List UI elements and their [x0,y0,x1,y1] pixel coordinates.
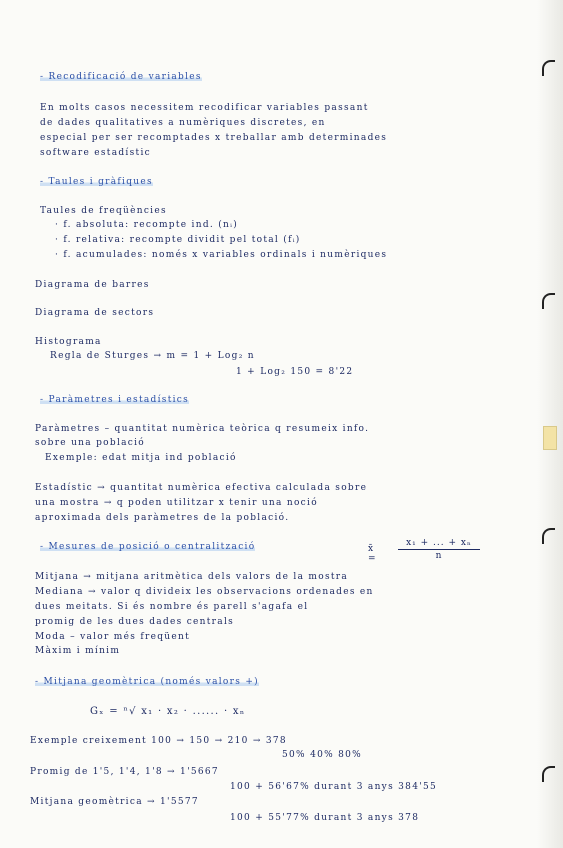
text-line: dues meitats. Si és nombre és parell s'agafa el [35,602,309,612]
text-line: 100 + 56'67% durant 3 anys 384'55 [230,782,438,792]
heading-parametres: - Paràmetres i estadístics [40,395,190,405]
binder-ring [542,293,555,309]
binder-ring [542,528,555,544]
text-line: · f. relativa: recompte dividit pel total (fᵢ) [55,235,301,245]
geometric-formula: Gₓ = ⁿ√ x₁ · x₂ · ...... · xₙ [90,706,246,717]
heading-recodificacio: - Recodificació de variables [40,72,202,82]
notebook-page: - Recodificació de variables En molts casos necessitem recodificar variables passant de dades qualitatives a numèriques discretes, en especial per ser recomptades x treballar amb determinades software estadístic - Taules i gràfiques Taules de freqüències · f. absoluta: recompte ind. (nᵢ) · f. relativa: recompte dividit pel total (fᵢ) · f. acumulades: només x variables ordinals i numèriques Diagrama de barres Diagrama de sectors Histograma Regla de Sturges → m = 1 + Log₂ n 1 + Log₂ 150 = 8'22 - Paràmetres i estadístics Paràmetres – quantitat numèrica teòrica q resumeix info. sobre una població Exemple: edat mitja ind població Estadístic → quantitat numèrica efectiva calculada sobre una mostra → q poden utilitzar x tenir una noció aproximada dels paràmetres de la població. - Mesures de posició o centralització x̄ = x₁ + ... + xₙ n Mitjana → mitjana aritmètica dels valors de la mostra Mediana → valor q divideix les observacions ordenades en dues meitats. Si és nombre és parell s'agafa el promig de les dues dades centrals Moda – valor més freqüent Màxim i mínim - Mitjana geomètrica (només valors +) Gₓ = ⁿ√ x₁ · x₂ · ...... · xₙ Exemple creixement 100 → 150 → 210 → 378 50% 40% 80% Promig de 1'5, 1'4, 1'8 → 1'5667 100 + 56'67% durant 3 anys 384'55 Mitjana geomètrica → 1'5577 100 + 55'77% durant 3 anys 378 [0,0,563,848]
text-line: Exemple creixement 100 → 150 → 210 → 378 [30,736,287,746]
text-line: promig de les dues dades centrals [35,617,235,627]
binder-ring [542,766,555,782]
sticky-tab [543,426,557,450]
text-line: Promig de 1'5, 1'4, 1'8 → 1'5667 [30,767,219,777]
text-line: 50% 40% 80% [282,750,363,760]
heading-taules: - Taules i gràfiques [40,177,153,187]
text-line: sobre una població [35,438,146,448]
text-line: Paràmetres – quantitat numèrica teòrica q resumeix info. [35,424,370,434]
text-line: Exemple: edat mitja ind població [45,453,237,463]
text-line: 100 + 55'77% durant 3 anys 378 [230,813,420,823]
text-line: En molts casos necessitem recodificar variables passant [40,103,369,113]
text-line: Regla de Sturges → m = 1 + Log₂ n [50,351,255,361]
text-line: Histograma [35,337,102,347]
text-line: Diagrama de sectors [35,308,155,318]
text-line: Taules de freqüències [40,206,167,216]
text-line: de dades qualitatives a numèriques discretes, en [40,118,326,128]
text-line: · f. absoluta: recompte ind. (nᵢ) [55,220,239,230]
text-line: especial per ser recomptades x treballar amb determinades [40,133,388,143]
text-line: Mediana → valor q divideix les observacions ordenades en [35,587,374,597]
binder-ring [542,60,555,76]
text-line: Màxim i mínim [35,646,121,656]
text-line: Diagrama de barres [35,280,150,290]
page-binding-edge [537,0,563,848]
text-line: software estadístic [40,148,151,158]
text-line: Mitjana geomètrica → 1'5577 [30,797,199,807]
text-line: Moda – valor més freqüent [35,632,190,642]
text-line: 1 + Log₂ 150 = 8'22 [236,367,354,377]
text-line: Mitjana → mitjana aritmètica dels valors de la mostra [35,572,349,582]
text-line: Estadístic → quantitat numèrica efectiva calculada sobre [35,483,368,493]
text-line: una mostra → q poden utilitzar x tenir una noció [35,498,318,508]
text-line: aproximada dels paràmetres de la població. [35,513,290,523]
text-line: · f. acumulades: només x variables ordinals i numèriques [55,250,388,260]
heading-geometrica: - Mitjana geomètrica (només valors +) [35,677,259,687]
heading-mesures: - Mesures de posició o centralització [40,542,256,552]
